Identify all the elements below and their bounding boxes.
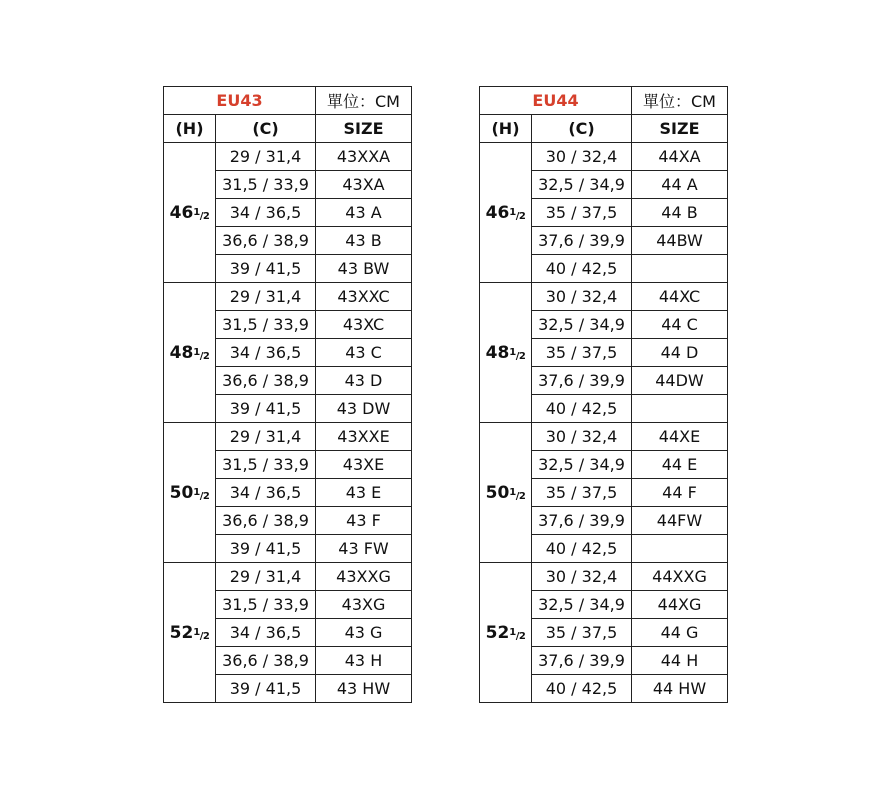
c-value: 37,6 / 39,9 bbox=[532, 507, 632, 535]
h-value-cell bbox=[480, 563, 532, 703]
c-value: 35 / 37,5 bbox=[532, 339, 632, 367]
c-value: 32,5 / 34,9 bbox=[532, 311, 632, 339]
h-value-cell bbox=[164, 143, 216, 283]
h-whole: 46 bbox=[169, 202, 194, 223]
c-value: 39 / 41,5 bbox=[216, 395, 316, 423]
size-value: 43 H bbox=[316, 647, 412, 675]
table-row bbox=[480, 563, 728, 591]
h-whole: 46 bbox=[485, 202, 510, 223]
size-value: 43 HW bbox=[316, 675, 412, 703]
size-value bbox=[632, 255, 728, 283]
size-value: 43 E bbox=[316, 479, 412, 507]
c-value: 40 / 42,5 bbox=[532, 395, 632, 423]
h-value-cell bbox=[164, 423, 216, 563]
c-value: 37,6 / 39,9 bbox=[532, 367, 632, 395]
size-value: 43XC bbox=[316, 311, 412, 339]
c-value: 35 / 37,5 bbox=[532, 619, 632, 647]
size-table-eu44 bbox=[479, 86, 728, 703]
header-row bbox=[164, 115, 412, 143]
size-value: 43XG bbox=[316, 591, 412, 619]
size-value: 43 F bbox=[316, 507, 412, 535]
size-value: 43XE bbox=[316, 451, 412, 479]
c-value: 32,5 / 34,9 bbox=[532, 451, 632, 479]
size-value: 43XXG bbox=[316, 563, 412, 591]
table-row bbox=[164, 143, 412, 171]
h-whole: 52 bbox=[485, 622, 510, 643]
table-row bbox=[164, 563, 412, 591]
size-value: 44 F bbox=[632, 479, 728, 507]
c-value: 40 / 42,5 bbox=[532, 675, 632, 703]
c-value: 37,6 / 39,9 bbox=[532, 647, 632, 675]
header-h: (H) bbox=[164, 115, 216, 143]
h-value-cell bbox=[164, 563, 216, 703]
c-value: 29 / 31,4 bbox=[216, 423, 316, 451]
size-value: 44 A bbox=[632, 171, 728, 199]
table-title: EU44 bbox=[480, 87, 632, 115]
c-value: 36,6 / 38,9 bbox=[216, 507, 316, 535]
size-value: 43 D bbox=[316, 367, 412, 395]
size-value: 43XA bbox=[316, 171, 412, 199]
h-fraction: 1/2 bbox=[509, 626, 526, 642]
c-value: 39 / 41,5 bbox=[216, 535, 316, 563]
title-row bbox=[480, 87, 728, 115]
table-row bbox=[164, 283, 412, 311]
c-value: 40 / 42,5 bbox=[532, 255, 632, 283]
table-row bbox=[480, 283, 728, 311]
h-fraction: 1/2 bbox=[509, 486, 526, 502]
size-value: 43 BW bbox=[316, 255, 412, 283]
size-value: 44DW bbox=[632, 367, 728, 395]
c-value: 31,5 / 33,9 bbox=[216, 171, 316, 199]
h-fraction: 1/2 bbox=[193, 346, 210, 362]
h-fraction: 1/2 bbox=[193, 486, 210, 502]
size-value: 44 HW bbox=[632, 675, 728, 703]
size-value: 44XA bbox=[632, 143, 728, 171]
h-whole: 52 bbox=[169, 622, 194, 643]
header-h: (H) bbox=[480, 115, 532, 143]
c-value: 37,6 / 39,9 bbox=[532, 227, 632, 255]
table-row bbox=[480, 143, 728, 171]
size-value bbox=[632, 395, 728, 423]
header-c: (C) bbox=[216, 115, 316, 143]
size-value: 44XG bbox=[632, 591, 728, 619]
c-value: 31,5 / 33,9 bbox=[216, 311, 316, 339]
size-value: 43XXE bbox=[316, 423, 412, 451]
size-value: 44 C bbox=[632, 311, 728, 339]
h-fraction: 1/2 bbox=[509, 206, 526, 222]
h-value-cell bbox=[164, 283, 216, 423]
size-value: 44 D bbox=[632, 339, 728, 367]
header-size: SIZE bbox=[316, 115, 412, 143]
h-value-cell bbox=[480, 283, 532, 423]
c-value: 34 / 36,5 bbox=[216, 199, 316, 227]
table-row bbox=[480, 423, 728, 451]
c-value: 32,5 / 34,9 bbox=[532, 171, 632, 199]
size-value: 43 C bbox=[316, 339, 412, 367]
size-value: 44 E bbox=[632, 451, 728, 479]
size-value: 44 H bbox=[632, 647, 728, 675]
c-value: 36,6 / 38,9 bbox=[216, 647, 316, 675]
table-row bbox=[164, 423, 412, 451]
c-value: 34 / 36,5 bbox=[216, 479, 316, 507]
h-fraction: 1/2 bbox=[193, 206, 210, 222]
c-value: 34 / 36,5 bbox=[216, 619, 316, 647]
c-value: 35 / 37,5 bbox=[532, 479, 632, 507]
c-value: 30 / 32,4 bbox=[532, 143, 632, 171]
size-table-eu43 bbox=[163, 86, 412, 703]
c-value: 36,6 / 38,9 bbox=[216, 367, 316, 395]
size-value: 44 B bbox=[632, 199, 728, 227]
h-whole: 48 bbox=[485, 342, 510, 363]
h-fraction: 1/2 bbox=[509, 346, 526, 362]
c-value: 39 / 41,5 bbox=[216, 675, 316, 703]
size-value: 43 B bbox=[316, 227, 412, 255]
c-value: 34 / 36,5 bbox=[216, 339, 316, 367]
h-fraction: 1/2 bbox=[193, 626, 210, 642]
c-value: 30 / 32,4 bbox=[532, 283, 632, 311]
size-value: 44 G bbox=[632, 619, 728, 647]
size-value: 43XXA bbox=[316, 143, 412, 171]
size-value bbox=[632, 535, 728, 563]
size-value: 43 G bbox=[316, 619, 412, 647]
header-row bbox=[480, 115, 728, 143]
c-value: 29 / 31,4 bbox=[216, 283, 316, 311]
size-value: 44FW bbox=[632, 507, 728, 535]
c-value: 36,6 / 38,9 bbox=[216, 227, 316, 255]
size-value: 44XXG bbox=[632, 563, 728, 591]
h-value-cell bbox=[480, 423, 532, 563]
size-value: 43 DW bbox=[316, 395, 412, 423]
size-value: 43 FW bbox=[316, 535, 412, 563]
header-c: (C) bbox=[532, 115, 632, 143]
c-value: 40 / 42,5 bbox=[532, 535, 632, 563]
c-value: 39 / 41,5 bbox=[216, 255, 316, 283]
h-whole: 48 bbox=[169, 342, 194, 363]
c-value: 35 / 37,5 bbox=[532, 199, 632, 227]
size-value: 43 A bbox=[316, 199, 412, 227]
c-value: 30 / 32,4 bbox=[532, 563, 632, 591]
h-whole: 50 bbox=[485, 482, 510, 503]
h-whole: 50 bbox=[169, 482, 194, 503]
table-title: EU43 bbox=[164, 87, 316, 115]
c-value: 29 / 31,4 bbox=[216, 143, 316, 171]
size-value: 43XXC bbox=[316, 283, 412, 311]
h-value-cell bbox=[480, 143, 532, 283]
title-row bbox=[164, 87, 412, 115]
c-value: 30 / 32,4 bbox=[532, 423, 632, 451]
unit-label: 單位：CM bbox=[316, 87, 412, 115]
c-value: 31,5 / 33,9 bbox=[216, 451, 316, 479]
c-value: 32,5 / 34,9 bbox=[532, 591, 632, 619]
unit-label: 單位：CM bbox=[632, 87, 728, 115]
size-value: 44BW bbox=[632, 227, 728, 255]
c-value: 31,5 / 33,9 bbox=[216, 591, 316, 619]
size-value: 44XC bbox=[632, 283, 728, 311]
size-value: 44XE bbox=[632, 423, 728, 451]
header-size: SIZE bbox=[632, 115, 728, 143]
c-value: 29 / 31,4 bbox=[216, 563, 316, 591]
